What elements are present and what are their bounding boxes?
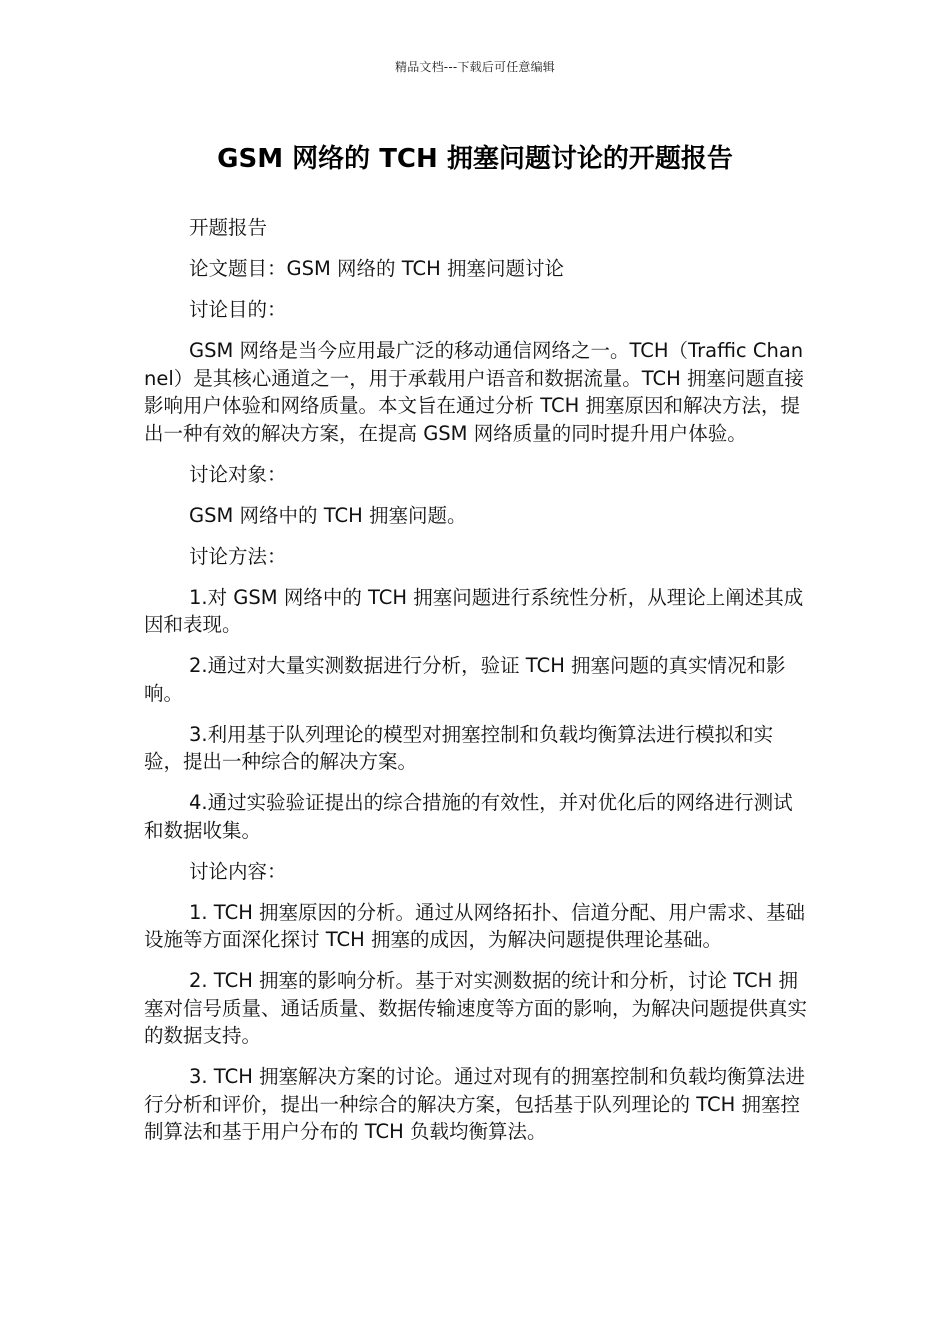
document-title: GSM 网络的 TCH 拥塞问题讨论的开题报告 (217, 144, 733, 174)
purpose-paragraph: GSM 网络是当今应用最广泛的移动通信网络之一。TCH（Traffic Channel）是其核心通道之一，用于承载用户语音和数据流量。TCH 拥塞问题直接影响用户体验和网络质量。本文旨在通过分析 TCH 拥塞原因和解决方法，提出一种有效的解决方案，在提高 GSM 网络质量的同时提升用户体验。 (144, 339, 805, 445)
method-item-2: 2.通过对大量实测数据进行分析，验证 TCH 拥塞问题的真实情况和影响。 (144, 654, 786, 705)
method-item-1: 1.对 GSM 网络中的 TCH 拥塞问题进行系统性分析，从理论上阐述其成因和表现。 (144, 585, 804, 636)
section-heading-content: 讨论内容： (189, 859, 287, 883)
method-item-4: 4.通过实验验证提出的综合措施的有效性，并对优化后的网络进行测试和数据收集。 (144, 791, 793, 842)
document-body (144, 214, 808, 1159)
method-item-3: 3.利用基于队列理论的模型对拥塞控制和负载均衡算法进行模拟和实验，提出一种综合的解决方案。 (144, 722, 774, 773)
object-paragraph: GSM 网络中的 TCH 拥塞问题。 (189, 503, 467, 527)
section-label-report: 开题报告 (189, 216, 268, 239)
content-item-2: 2. TCH 拥塞的影响分析。基于对实测数据的统计和分析，讨论 TCH 拥塞对信号质量、通话质量、数据传输速度等方面的影响，为解决问题提供真实的数据支持。 (144, 969, 808, 1047)
content-item-3: 3. TCH 拥塞解决方案的讨论。通过对现有的拥塞控制和负载均衡算法进行分析和评价，提出一种综合的解决方案，包括基于队列理论的 TCH 拥塞控制算法和基于用户分布的 TCH 负载均衡算法。 (144, 1065, 806, 1143)
section-heading-purpose: 讨论目的： (189, 298, 287, 321)
thesis-title-line: 论文题目：GSM 网络的 TCH 拥塞问题讨论 (189, 257, 564, 280)
section-heading-object: 讨论对象： (189, 462, 287, 486)
section-heading-method: 讨论方法： (189, 544, 287, 568)
header-note: 精品文档---下载后可任意编辑 (395, 60, 555, 74)
content-item-1: 1. TCH 拥塞原因的分析。通过从网络拓扑、信道分配、用户需求、基础设施等方面深化探讨 TCH 拥塞的成因，为解决问题提供理论基础。 (144, 900, 806, 951)
